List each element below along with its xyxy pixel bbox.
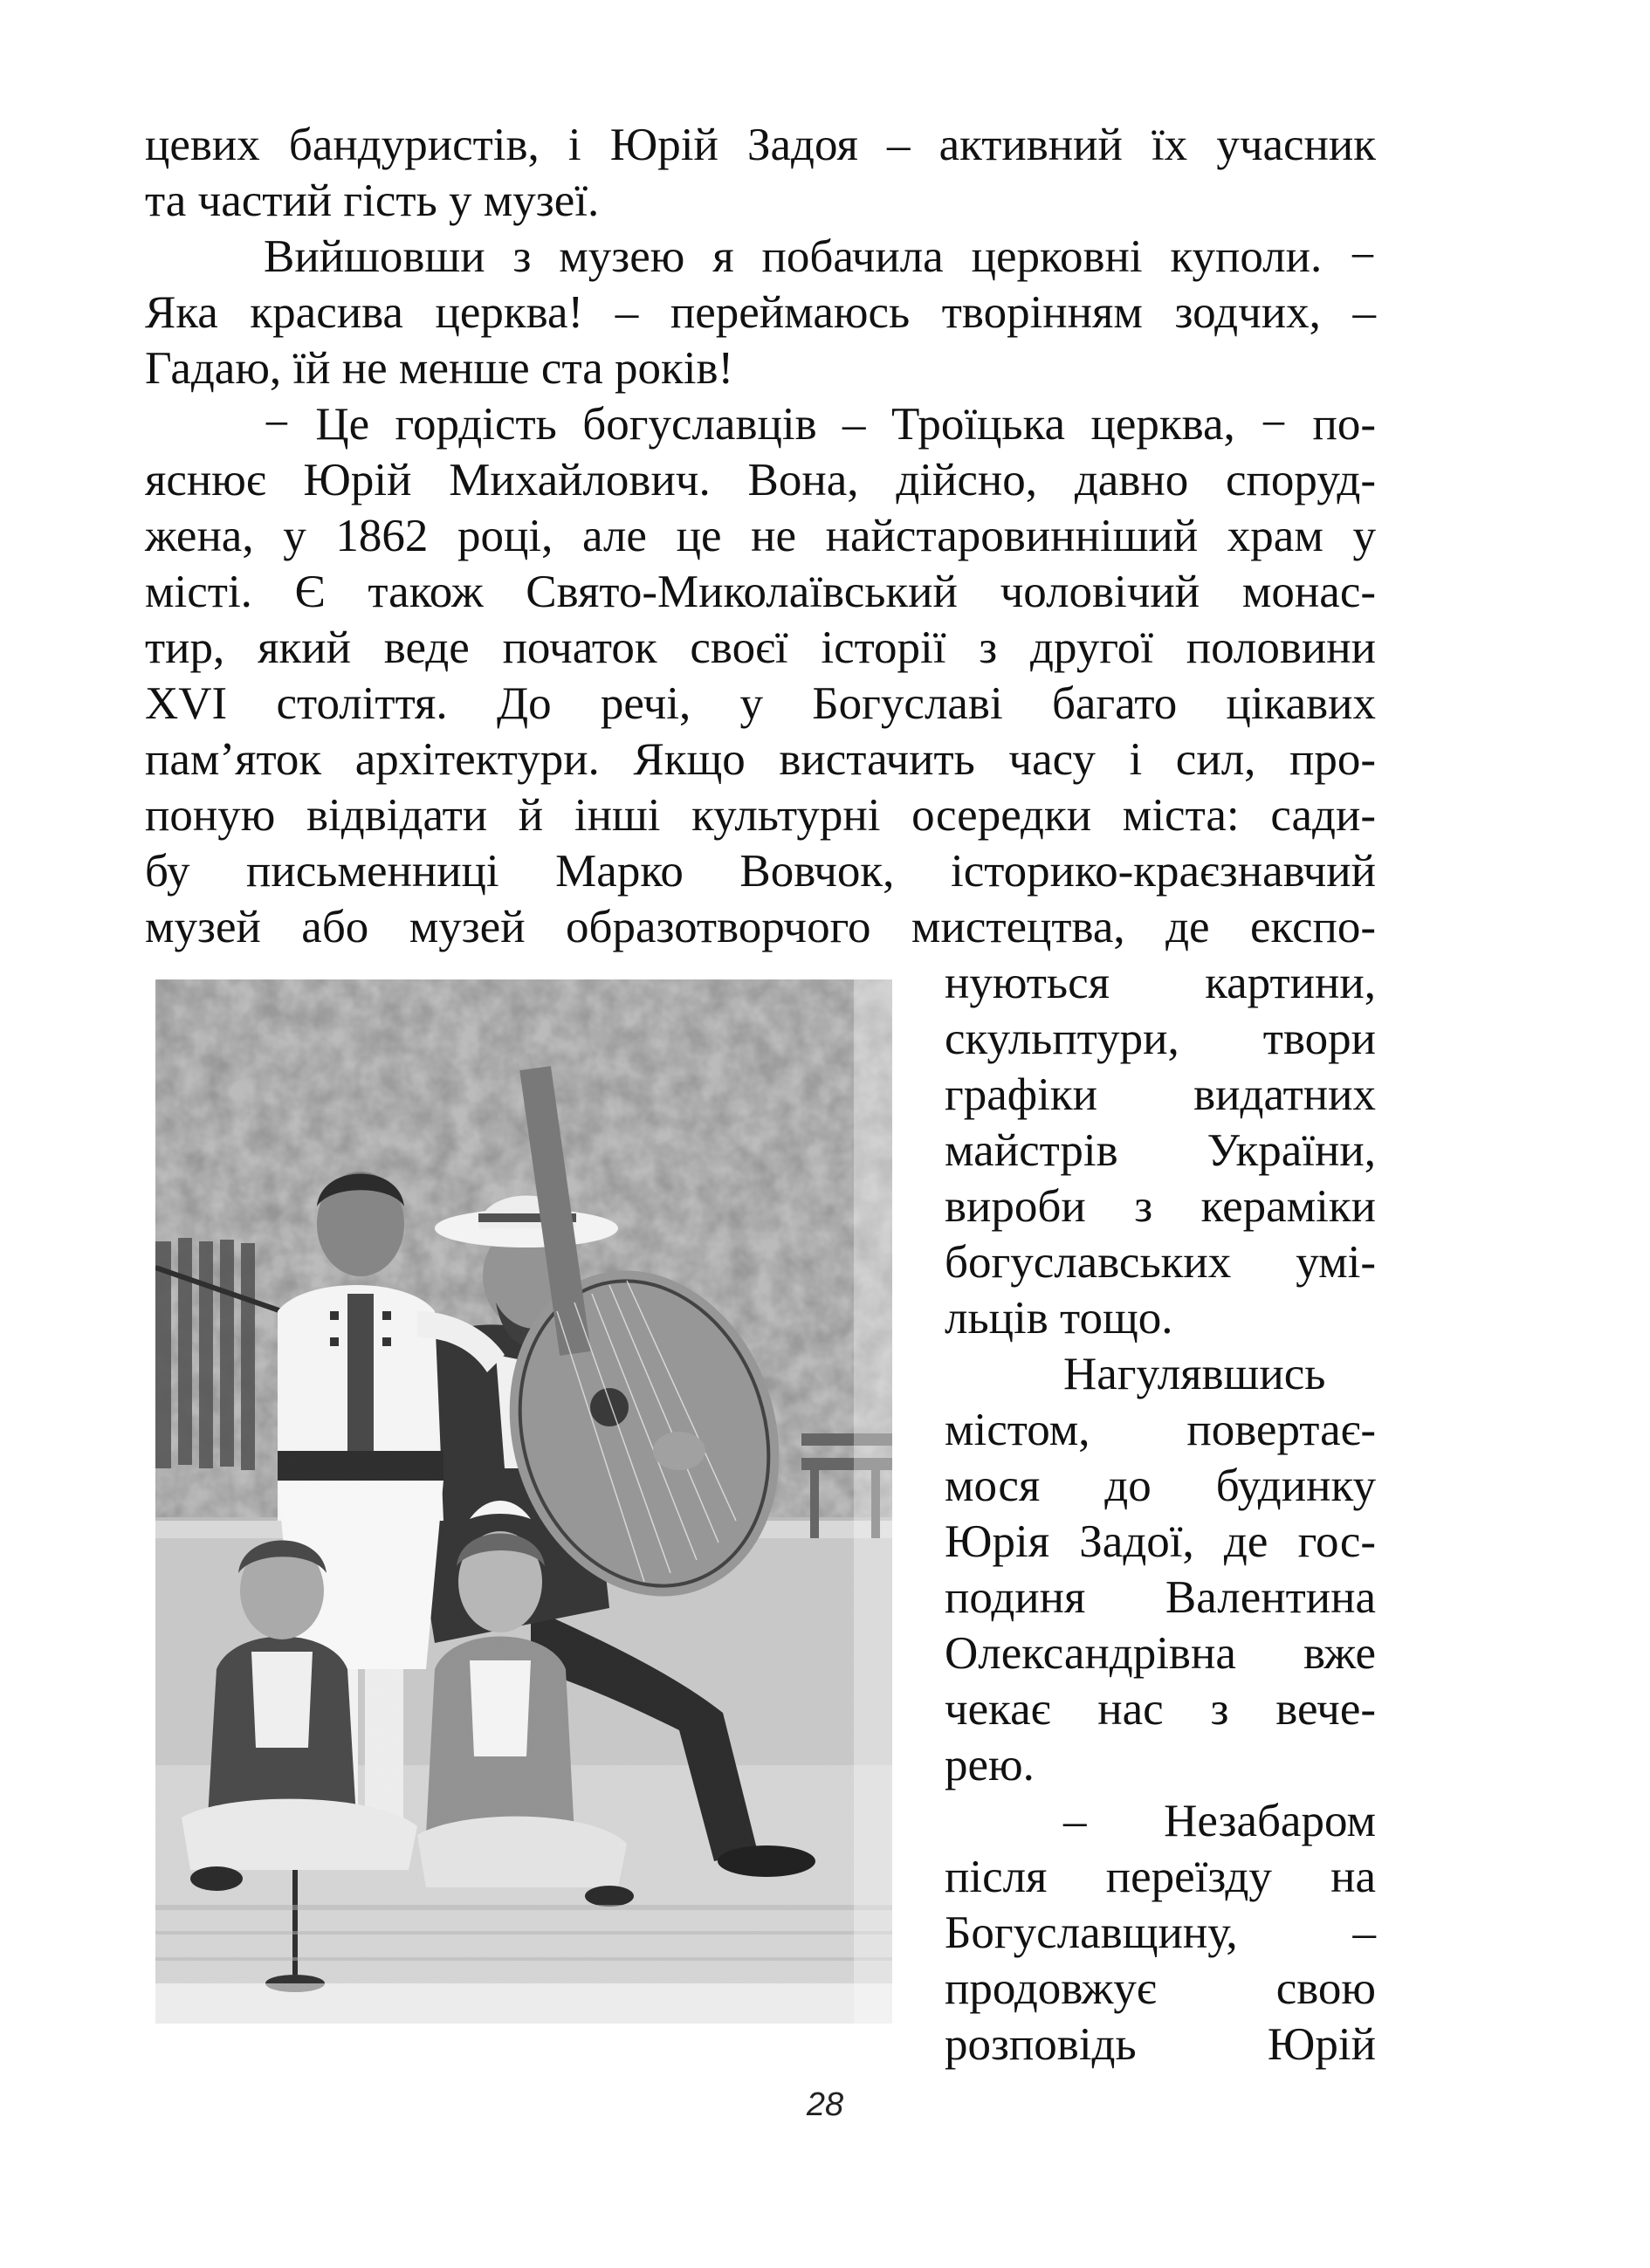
column-line-16: – Незабаром [1063,1796,1376,1846]
bandura-player-photo [155,979,892,2024]
text-line-2: та частий гість у музеї. [145,175,600,226]
text-line-9: місті. Є також Свято-Миколаївський чоловічий монас- [145,567,1376,617]
column-line-18: Богуславщину, – [945,1907,1376,1958]
column-line-2: скульптури, твори [945,1014,1376,1064]
text-line-12: пам’яток архітектури. Якщо вистачить часу і сил, про- [145,734,1376,785]
column-line-1: нуються картини, [945,958,1376,1008]
column-line-9: містом, повертає- [945,1405,1376,1455]
text-line-10: тир, який веде початок своєї історії з другої половини [145,622,1376,673]
column-line-5: вироби з кераміки [945,1181,1376,1232]
text-line-5: Гадаю, їй не менше ста років! [145,343,734,394]
column-line-6: богуславських умі- [945,1237,1376,1288]
column-line-13: Олександрівна вже [945,1628,1376,1679]
page-number: 28 [806,2086,844,2123]
column-line-3: графіки видатних [945,1069,1376,1120]
text-line-6: − Це гордість богуславців – Троїцька церква, − по- [264,399,1376,450]
text-line-15: музей або музей образотворчого мистецтва, де експо- [145,902,1376,952]
text-line-7: яснює Юрій Михайлович. Вона, дійсно, давно споруд- [145,455,1376,505]
column-line-10: мося до будинку [945,1460,1376,1511]
column-line-15: рею. [945,1740,1035,1790]
text-line-8: жена, у 1862 році, але це не найстаровинніший храм у [145,511,1376,561]
text-line-4: Яка красива церква! – переймаюсь творінням зодчих, – [145,287,1376,338]
text-line-3: Вийшовши з музею я побачила церковні куполи. − [264,231,1376,282]
column-line-11: Юрія Задої, де гос- [945,1516,1376,1567]
text-line-1: цевих бандуристів, і Юрій Задоя – активний їх учасник [145,120,1376,170]
column-line-7: льців тощо. [945,1293,1173,1344]
column-line-19: продовжує свою [945,1963,1376,2014]
text-line-13: поную відвідати й інші культурні осередки міста: сади- [145,790,1376,841]
column-line-4: майстрів України, [945,1125,1376,1176]
text-line-11: XVI століття. До речі, у Богуславі багато цікавих [145,678,1376,729]
column-line-8: Нагулявшись [1063,1349,1326,1399]
text-line-14: бу письменниці Марко Вовчок, історико-краєзнавчий [145,846,1376,897]
column-line-14: чекає нас з вече- [945,1684,1376,1735]
column-line-12: подиня Валентина [945,1572,1376,1623]
photo-illustration [155,979,892,2024]
column-line-17: після переїзду на [945,1852,1376,1902]
column-line-20: розповідь Юрій [945,2019,1376,2070]
